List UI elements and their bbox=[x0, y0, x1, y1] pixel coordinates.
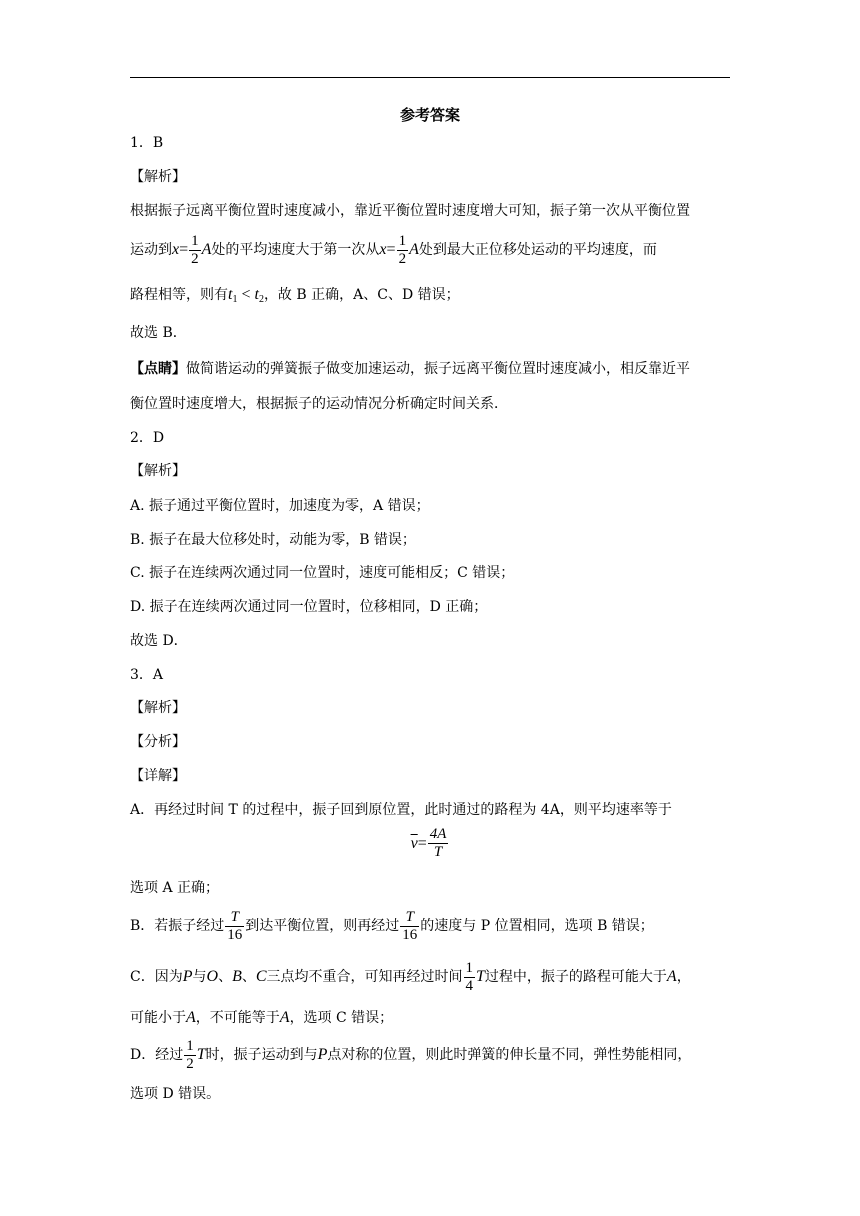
q2-option-c: C. 振子在连续两次通过同一位置时，速度可能相反；C 错误； bbox=[130, 565, 515, 581]
q1-text-segment: ，故 B 正确，A、C、D 错误； bbox=[263, 287, 460, 303]
math-x: x bbox=[172, 241, 180, 258]
fraction-4A-over-T bbox=[428, 826, 449, 861]
math-P: P bbox=[317, 1046, 328, 1063]
q3-text-segment: 与 bbox=[192, 969, 207, 985]
q3-text-segment: D．经过 bbox=[130, 1047, 184, 1063]
q3-text-segment: 、 bbox=[218, 969, 233, 985]
q3-text-segment: 可能小于 bbox=[130, 1010, 186, 1026]
q1-comment-text: 做简谐运动的弹簧振子做变加速运动，振子远离平衡位置时速度减小，相反靠近平 bbox=[186, 361, 690, 377]
math-T: T bbox=[476, 968, 485, 985]
q3-option-a-line-1: A．再经过时间 T 的过程中，振子回到原位置，此时通过的路程为 4A，则平均速率等于 bbox=[130, 802, 672, 818]
fraction-numerator: 4A bbox=[429, 826, 447, 842]
q3-option-c-line-2 bbox=[130, 1008, 393, 1028]
math-t2 bbox=[254, 286, 263, 303]
math-t: t bbox=[228, 286, 233, 303]
page-title: 参考答案 bbox=[399, 106, 460, 124]
q3-text-segment: 点对称的位置，则此时弹簧的伸长量不同，弹性势能相同， bbox=[327, 1047, 692, 1063]
math-v-bar: $\overline{v}$ bbox=[410, 835, 418, 852]
math-x: x bbox=[379, 241, 387, 258]
fraction-one-half bbox=[189, 233, 201, 268]
q3-comma: ， bbox=[676, 969, 691, 985]
q1-text-segment: 处的平均速度大于第一次从 bbox=[211, 242, 380, 258]
q2-answer: 2．D bbox=[130, 430, 165, 446]
fraction-T-over-16 bbox=[225, 909, 244, 944]
q1-comment-line-1 bbox=[130, 359, 690, 379]
q3-text-segment: B．若振子经过 bbox=[130, 918, 225, 934]
q3-text-segment: C．因为 bbox=[130, 969, 183, 985]
math-subscript: 2 bbox=[258, 294, 264, 305]
fraction-denominator: 2 bbox=[191, 250, 199, 267]
q1-text-segment: 路程相等，则有 bbox=[130, 287, 228, 303]
q1-comment-line-2: 衡位置时速度增大，根据振子的运动情况分析确定时间关系． bbox=[130, 396, 508, 412]
math-t: t bbox=[254, 286, 259, 303]
math-subscript: 1 bbox=[232, 294, 238, 305]
q3-fenxi-tag: 【分析】 bbox=[130, 734, 186, 750]
average-speed-equation bbox=[0, 826, 860, 861]
fraction-denominator: T bbox=[428, 843, 449, 861]
math-B: B bbox=[232, 968, 242, 985]
fraction-one-half bbox=[184, 1038, 196, 1073]
fraction-numerator: T bbox=[405, 908, 414, 925]
math-equals: = bbox=[386, 241, 396, 258]
q3-text-segment: 时，振子运动到与 bbox=[205, 1047, 318, 1063]
q1-text-segment: 运动到 bbox=[130, 242, 172, 258]
q2-option-b: B. 振子在最大位移处时，动能为零，B 错误； bbox=[130, 532, 416, 548]
q3-analysis-tag: 【解析】 bbox=[130, 700, 186, 716]
math-A: A bbox=[409, 241, 419, 258]
q3-option-a-line-2: 选项 A 正确； bbox=[130, 880, 220, 896]
fraction-denominator: 4 bbox=[465, 977, 474, 994]
q3-option-d-line-1 bbox=[130, 1034, 691, 1076]
fraction-numerator: 1 bbox=[398, 232, 407, 249]
header-rule bbox=[130, 77, 730, 78]
q3-text-segment: 三点均不重合，可知再经过时间 bbox=[266, 969, 463, 985]
math-A: A bbox=[666, 968, 677, 985]
q2-option-d: D. 振子在连续两次通过同一位置时，位移相同，D 正确； bbox=[130, 599, 488, 615]
math-less-than: < bbox=[237, 286, 255, 303]
fraction-numerator: 1 bbox=[465, 959, 474, 976]
math-O: O bbox=[206, 968, 219, 985]
q3-text-segment: ，不可能等于 bbox=[195, 1010, 280, 1026]
fraction-numerator: T bbox=[230, 908, 239, 925]
math-equals: = bbox=[417, 835, 427, 852]
q3-option-d-line-2: 选项 D 错误。 bbox=[130, 1086, 221, 1102]
q2-analysis-tag: 【解析】 bbox=[130, 463, 186, 479]
math-A: A bbox=[186, 1009, 196, 1026]
q3-option-b bbox=[130, 905, 654, 947]
q1-text-line-1: 根据振子远离平衡位置时速度减小，靠近平衡位置时速度增大可知，振子第一次从平衡位置 bbox=[130, 203, 690, 219]
q1-text-segment: 处到最大正位移处运动的平均速度，而 bbox=[418, 242, 657, 258]
math-A: A bbox=[201, 241, 212, 258]
q1-comment-tag: 【点睛】 bbox=[130, 361, 186, 377]
fraction-one-half bbox=[397, 233, 409, 268]
q1-text-line-3 bbox=[130, 285, 460, 310]
fraction-numerator: 1 bbox=[191, 232, 199, 249]
q1-analysis-tag: 【解析】 bbox=[130, 169, 186, 185]
math-C: C bbox=[255, 968, 267, 985]
fraction-numerator: 1 bbox=[186, 1037, 194, 1054]
fraction-denominator: 16 bbox=[402, 926, 418, 943]
q3-text-segment: 的速度与 P 位置相同，选项 B 错误； bbox=[420, 918, 654, 934]
q1-answer: 1．B bbox=[130, 135, 164, 151]
q3-text-segment: 、 bbox=[241, 969, 256, 985]
q3-answer: 3．A bbox=[130, 667, 164, 683]
fraction-one-quarter bbox=[464, 960, 476, 995]
q2-option-a: A. 振子通过平衡位置时，加速度为零，A 错误； bbox=[130, 498, 430, 514]
fraction-denominator: 2 bbox=[398, 250, 407, 267]
q3-text-segment: 过程中，振子的路程可能大于 bbox=[484, 969, 667, 985]
q2-conclusion: 故选 D． bbox=[130, 633, 188, 649]
math-equals: = bbox=[179, 241, 189, 258]
math-T: T bbox=[196, 1046, 206, 1063]
q1-conclusion: 故选 B． bbox=[130, 325, 187, 341]
q3-text-segment: ，选项 C 错误； bbox=[289, 1010, 394, 1026]
q3-xiangjie-tag: 【详解】 bbox=[130, 768, 186, 784]
q1-text-line-2 bbox=[130, 230, 657, 270]
math-A: A bbox=[279, 1009, 290, 1026]
q3-option-c-line-1 bbox=[130, 956, 691, 998]
fraction-denominator: 16 bbox=[227, 926, 243, 943]
fraction-T-over-16 bbox=[400, 909, 419, 944]
q3-text-segment: 到达平衡位置，则再经过 bbox=[245, 918, 400, 934]
math-P: P bbox=[182, 968, 193, 985]
fraction-denominator: 2 bbox=[186, 1055, 194, 1072]
